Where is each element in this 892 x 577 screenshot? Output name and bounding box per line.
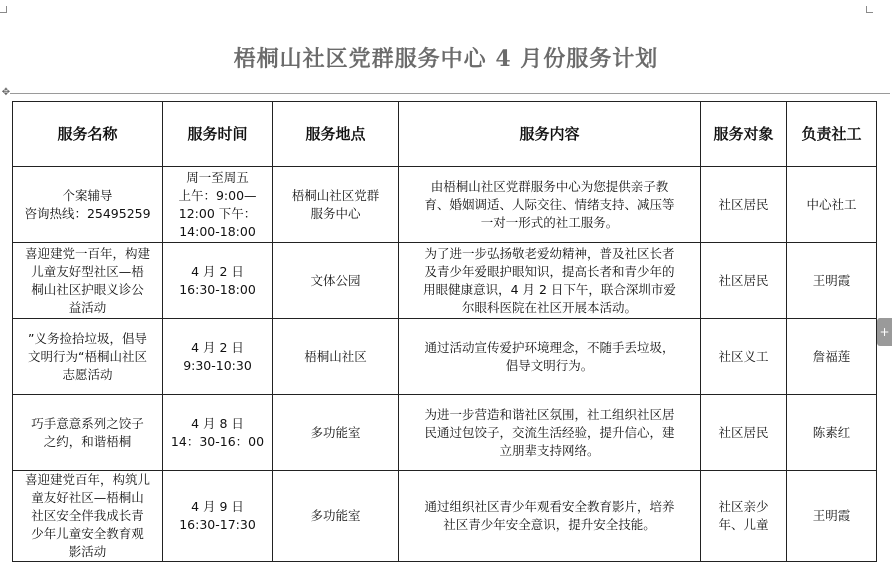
cell-service-time-line: 4 月 9 日: [191, 499, 244, 514]
cell-social-worker-line: 詹福莲: [812, 348, 851, 364]
cell-service-place-line: 文体公园: [310, 272, 361, 288]
cell-service-content-line: 由梧桐山社区党群服务中心为您提供亲子教: [430, 178, 669, 194]
cell-service-content: [399, 167, 701, 243]
header-service-place: 服务地点: [273, 102, 399, 167]
cell-service-content-line: 为进一步营造和谐社区氛围，社工组织社区居: [424, 406, 675, 422]
cell-service-content-line: 民通过包饺子，交流生活经验，提升信心，建: [424, 424, 675, 440]
cell-service-content-line: 一对一形式的社工服务。: [480, 214, 619, 230]
cell-service-target: [701, 319, 787, 395]
cell-service-time-line: 14:00-18:00: [179, 223, 256, 239]
cell-social-worker: [787, 319, 877, 395]
cell-service-content: [399, 319, 701, 395]
cell-service-target-line: 社区居民: [718, 424, 769, 440]
cell-service-content-line: 尔眼科医院在社区开展本活动。: [461, 299, 637, 315]
cell-service-content-line: 通过组织社区青少年观看安全教育影片，培养: [424, 499, 675, 514]
cell-service-name: [13, 319, 163, 395]
cell-service-target-line: 社区义工: [718, 348, 769, 364]
service-plan-table: [12, 101, 877, 562]
cell-service-time-line: 12:00 下午：: [178, 205, 257, 221]
cell-service-target-line: 社区居民: [718, 196, 769, 212]
title-divider: [10, 93, 890, 94]
table-row: [13, 471, 877, 562]
cell-service-content-line: 为了进一步弘扬敬老爱幼精神，普及社区长者: [424, 245, 675, 261]
cell-service-content-line: 立朋辈支持网络。: [499, 442, 600, 458]
cell-service-target: [701, 167, 787, 243]
cell-service-content: [399, 243, 701, 319]
cell-service-time-line: 16:30-18:00: [179, 281, 256, 297]
cell-service-name-line: 喜迎建党百年，构筑儿: [24, 472, 150, 487]
cell-service-time-line: 4 月 2 日: [191, 339, 244, 355]
table-header-row: [13, 102, 877, 167]
cell-service-target: [701, 471, 787, 562]
cell-service-name-line: 桐山社区护眼义诊公: [31, 281, 144, 297]
header-service-target: 服务对象: [701, 102, 787, 167]
cell-service-target: [701, 395, 787, 471]
cell-service-place-line: 梧桐山社区: [304, 348, 367, 364]
cell-service-name-line: 儿童友好型社区—梧: [31, 263, 144, 279]
header-service-time: 服务时间: [163, 102, 273, 167]
cell-service-time-line: 上午：9:00—: [178, 187, 257, 203]
cell-service-place-line: 梧桐山社区党群: [291, 187, 380, 203]
side-expand-tab[interactable]: +: [877, 318, 892, 346]
cell-service-target: [701, 243, 787, 319]
cell-service-place-line: 服务中心: [310, 205, 361, 221]
cell-service-name-line: 喜迎建党一百年，构建: [24, 245, 150, 261]
cell-social-worker: [787, 243, 877, 319]
cell-service-time-line: 9:30-10:30: [183, 357, 252, 373]
cell-service-name-line: 个案辅导: [62, 187, 113, 203]
cell-social-worker: [787, 167, 877, 243]
cell-service-time: [163, 319, 273, 395]
cell-service-place: [273, 395, 399, 471]
cell-service-content: [399, 471, 701, 562]
header-service-content: 服务内容: [399, 102, 701, 167]
cell-service-place: [273, 167, 399, 243]
document-title: 梧桐山社区党群服务中心 4 月份服务计划: [233, 46, 659, 72]
cell-service-place-line: 多功能室: [310, 424, 361, 440]
cell-service-name-line: 益活动: [68, 299, 107, 315]
cell-service-name-line: 咨询热线：25495259: [24, 205, 151, 221]
cell-service-name-line: 文明行为“梧桐山社区: [28, 348, 147, 364]
table-row: [13, 167, 877, 243]
cell-service-time: [163, 243, 273, 319]
cell-service-name-line: 童友好社区—梧桐山: [31, 490, 144, 505]
cell-service-time-line: 16:30-17:30: [179, 517, 256, 532]
cell-service-content-line: 及青少年爱眼护眼知识，提高长者和青少年的: [424, 263, 675, 279]
cell-service-name: [13, 243, 163, 319]
cell-service-name-line: 志愿活动: [62, 366, 113, 382]
cell-service-content-line: 社区青少年安全意识，提升安全技能。: [443, 517, 656, 532]
cell-service-time-line: 4 月 8 日: [191, 415, 244, 431]
cell-service-content: [399, 395, 701, 471]
cell-service-name-line: 之约，和谐梧桐: [43, 433, 132, 449]
table-row: [13, 395, 877, 471]
cell-social-worker: [787, 395, 877, 471]
cell-service-name-line: 少年儿童安全教育观: [31, 526, 144, 541]
cell-service-time: [163, 167, 273, 243]
cell-social-worker-line: 陈素红: [812, 424, 851, 440]
cell-service-time-line: 4 月 2 日: [191, 263, 244, 279]
cell-social-worker: [787, 471, 877, 562]
cell-service-content-line: 育、婚姻调适、人际交往、情绪支持、减压等: [424, 196, 675, 212]
cell-service-name-line: 影活动: [68, 544, 107, 559]
cell-service-name: [13, 167, 163, 243]
cell-service-target-line: 社区亲少: [718, 499, 769, 514]
cell-service-time-line: 14：30-16：00: [170, 433, 265, 449]
cell-social-worker-line: 王明霞: [812, 272, 851, 288]
cell-service-place: [273, 243, 399, 319]
cell-service-time-line: 周一至周五: [186, 169, 249, 185]
cell-service-name-line: 巧手意意系列之饺子: [31, 415, 144, 431]
cell-social-worker-line: 中心社工: [806, 196, 857, 212]
cell-service-name: [13, 471, 163, 562]
table-move-handle-icon[interactable]: ✥: [1, 87, 11, 98]
table-row: [13, 319, 877, 395]
cell-service-name-line: 社区安全伴我成长青: [31, 508, 144, 523]
page-corner-mark-right: [866, 6, 873, 13]
cell-service-content-line: 用眼健康意识，4 月 2 日下午，联合深圳市爱: [423, 281, 676, 297]
page-corner-mark-left: [0, 6, 7, 13]
table-row: [13, 243, 877, 319]
header-service-name: 服务名称: [13, 102, 163, 167]
cell-service-time: [163, 471, 273, 562]
cell-service-target-line: 年、儿童: [718, 517, 769, 532]
cell-social-worker-line: 王明霞: [812, 508, 851, 523]
cell-service-target-line: 社区居民: [718, 272, 769, 288]
cell-service-place-line: 多功能室: [310, 508, 361, 523]
cell-service-content-line: 倡导文明行为。: [505, 357, 594, 373]
header-social-worker: 负责社工: [787, 102, 877, 167]
cell-service-place: [273, 471, 399, 562]
cell-service-place: [273, 319, 399, 395]
cell-service-name-line: ”义务捡拾垃圾，倡导: [28, 330, 147, 346]
cell-service-time: [163, 395, 273, 471]
cell-service-name: [13, 395, 163, 471]
cell-service-content-line: 通过活动宣传爱护环境理念，不随手丢垃圾，: [424, 339, 675, 355]
